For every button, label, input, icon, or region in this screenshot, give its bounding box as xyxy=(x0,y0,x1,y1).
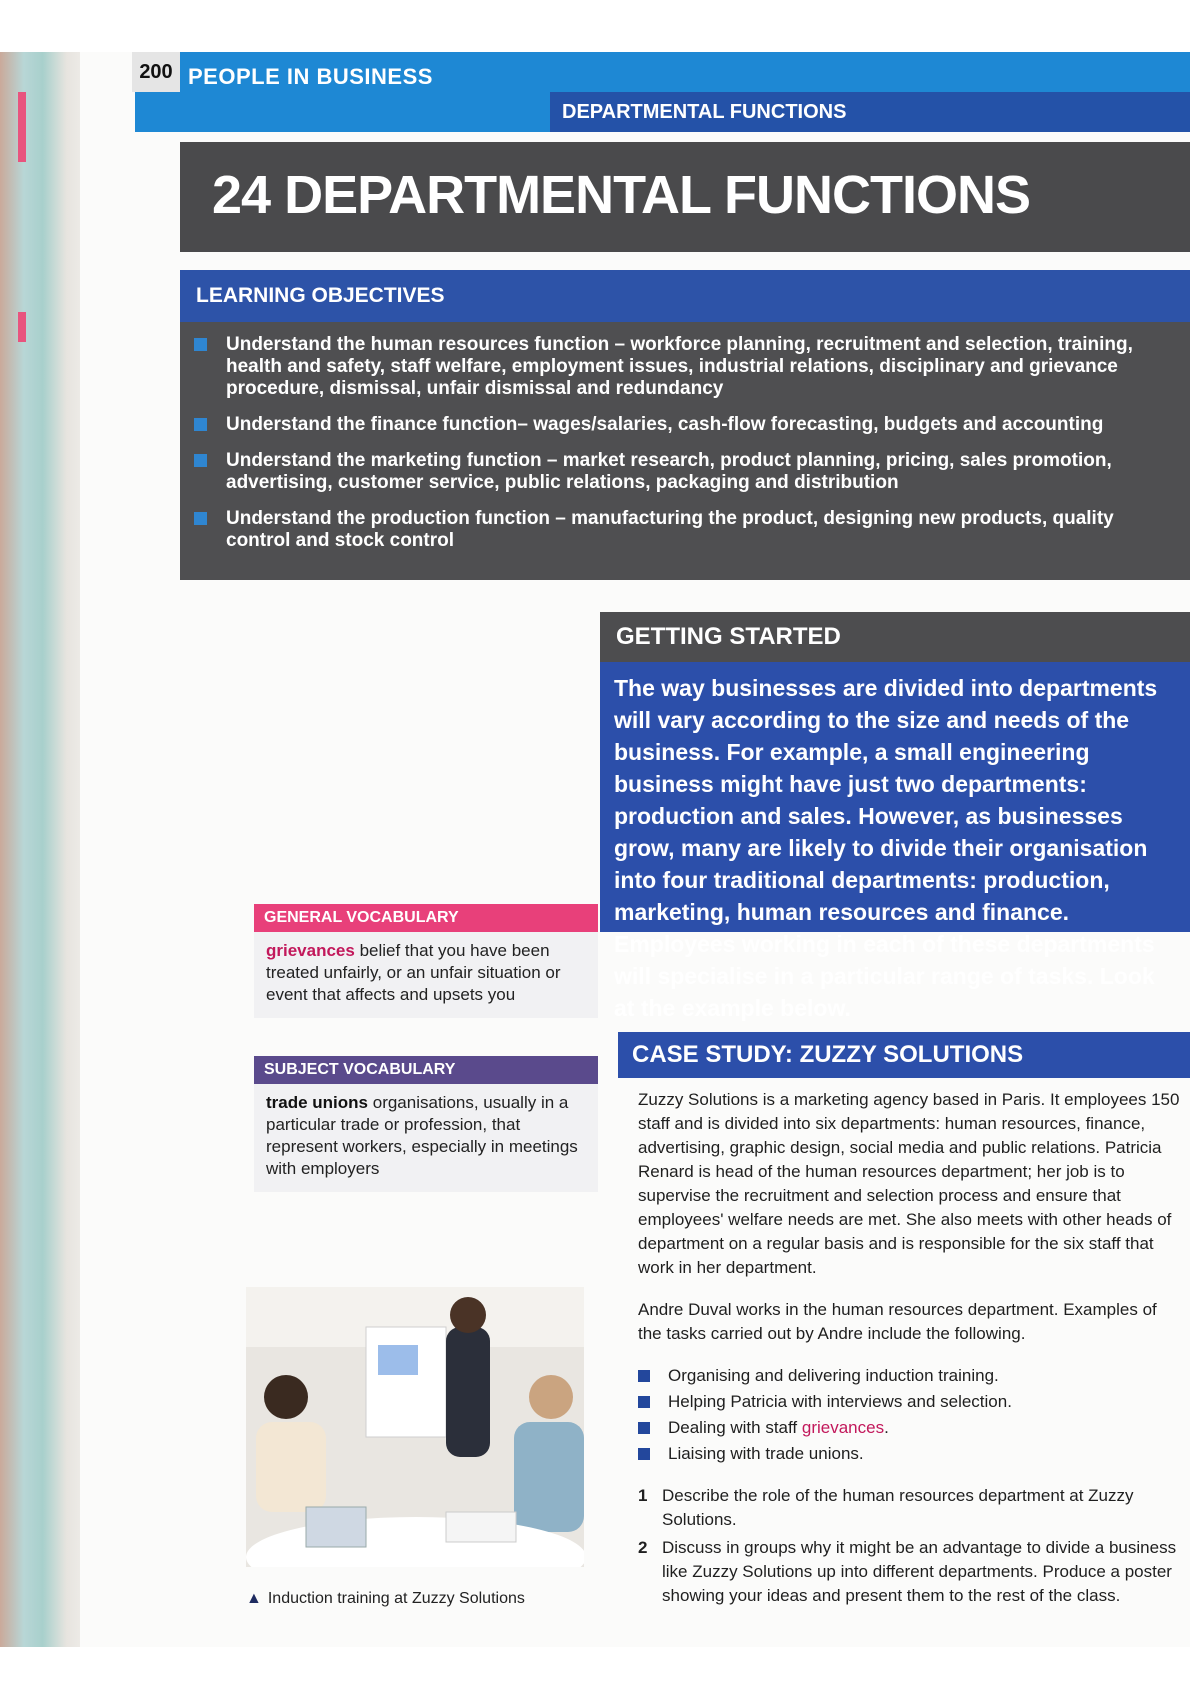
chapter-tag-label: DEPARTMENTAL FUNCTIONS xyxy=(562,100,847,123)
task-item: Dealing with staff grievances. xyxy=(638,1416,1183,1440)
general-vocabulary-entry xyxy=(254,932,598,1018)
question-number: 1 xyxy=(638,1486,648,1505)
getting-started-heading: GETTING STARTED xyxy=(600,612,1190,662)
question-number: 2 xyxy=(638,1538,648,1557)
triangle-up-icon: ▲ xyxy=(246,1590,262,1607)
learning-objective-item: Understand the finance function– wages/salaries, cash-flow forecasting, budgets and accounting xyxy=(194,414,1174,436)
photo-illustration xyxy=(246,1287,584,1567)
square-bullet-icon xyxy=(638,1396,650,1408)
induction-training-photo xyxy=(246,1287,584,1567)
getting-started-text: The way businesses are divided into departments will vary according to the size and needs of the business. For example, a small engineering business might have just two departments: production and sales. However, as businesses grow, many are likely to divide their organisation into four traditional departments: production, marketing, human resources and finance. Employees working in each of these departments will specialise in a particular range of tasks. Look at the example below. xyxy=(614,675,1158,1021)
learning-objective-item: Understand the marketing function – market research, product planning, pricing, sales promotion, advertising, customer service, public relations, packaging and distribution xyxy=(194,450,1174,494)
page-edge-tab xyxy=(18,92,26,162)
book-page xyxy=(80,52,1190,1647)
subject-vocabulary-heading: SUBJECT VOCABULARY xyxy=(254,1056,598,1084)
vocab-term: grievances xyxy=(266,941,355,960)
square-bullet-icon xyxy=(194,418,207,431)
square-bullet-icon xyxy=(638,1422,650,1434)
section-title: PEOPLE IN BUSINESS xyxy=(188,64,433,89)
question-list xyxy=(638,1484,1183,1608)
case-study-heading: CASE STUDY: ZUZZY SOLUTIONS xyxy=(618,1032,1190,1078)
task-item: Helping Patricia with interviews and selection. xyxy=(638,1390,1183,1414)
chapter-tag xyxy=(550,92,1190,132)
subject-vocabulary-box xyxy=(254,1056,598,1192)
case-study-paragraph: Andre Duval works in the human resources department. Examples of the tasks carried out by Andre include the following. xyxy=(638,1300,1157,1343)
general-vocabulary-heading: GENERAL VOCABULARY xyxy=(254,904,598,932)
general-vocabulary-box xyxy=(254,904,598,1018)
case-study-body xyxy=(638,1088,1183,1612)
learning-objective-item: Understand the production function – manufacturing the product, designing new products, quality control and stock control xyxy=(194,508,1174,552)
vocab-term: trade unions xyxy=(266,1093,369,1112)
square-bullet-icon xyxy=(638,1370,650,1382)
question-item xyxy=(638,1484,1183,1532)
square-bullet-icon xyxy=(194,512,207,525)
task-item: Liaising with trade unions. xyxy=(638,1442,1183,1466)
learning-objectives-box xyxy=(180,270,1190,580)
vocab-definition: organisations, usually in a particular trade or profession, that represent workers, especially in meetings with employers xyxy=(266,1093,578,1178)
case-study-paragraph: Zuzzy Solutions is a marketing agency based in Paris. It employees 150 staff and is divided into six departments: human resources, finance, advertising, graphic design, social media and public relations. Patricia Renard is head of the human resources department; her job is to supervise the recruitment and selection process and ensure that employees' welfare needs are met. She also meets with other heads of department on a regular basis and is responsible for the six staff that work in her department. xyxy=(638,1090,1180,1277)
question-item xyxy=(638,1536,1183,1608)
chapter-title-bar xyxy=(180,142,1190,252)
square-bullet-icon xyxy=(194,338,207,351)
subject-vocabulary-entry xyxy=(254,1084,598,1192)
learning-objective-item: Understand the human resources function – workforce planning, recruitment and selection, training, health and safety, staff welfare, employment issues, industrial relations, disciplinary and grievance procedure, dismissal, unfair dismissal and redundancy xyxy=(194,334,1174,400)
vocab-definition: belief that you have been treated unfairly, or an unfair situation or event that affects and upsets you xyxy=(266,941,561,1004)
photo-caption: ▲ Induction training at Zuzzy Solutions xyxy=(246,1590,525,1607)
task-list xyxy=(638,1364,1183,1466)
learning-objectives-heading: LEARNING OBJECTIVES xyxy=(180,270,1190,322)
question-text: Discuss in groups why it might be an advantage to divide a business like Zuzzy Solutions up into different departments. Produce a poster showing your ideas and present them to the rest of the class. xyxy=(662,1538,1177,1605)
square-bullet-icon xyxy=(194,454,207,467)
page-number: 200 xyxy=(132,52,180,92)
learning-objectives-list xyxy=(194,334,1174,566)
question-text: Describe the role of the human resources department at Zuzzy Solutions. xyxy=(662,1486,1134,1529)
chapter-title: 24 DEPARTMENTAL FUNCTIONS xyxy=(212,165,1031,225)
task-item: Organising and delivering induction training. xyxy=(638,1364,1183,1388)
vocab-highlight: grievances xyxy=(801,1418,885,1437)
page-edge-tab xyxy=(18,312,26,342)
getting-started-box xyxy=(600,612,1190,1021)
square-bullet-icon xyxy=(638,1448,650,1460)
